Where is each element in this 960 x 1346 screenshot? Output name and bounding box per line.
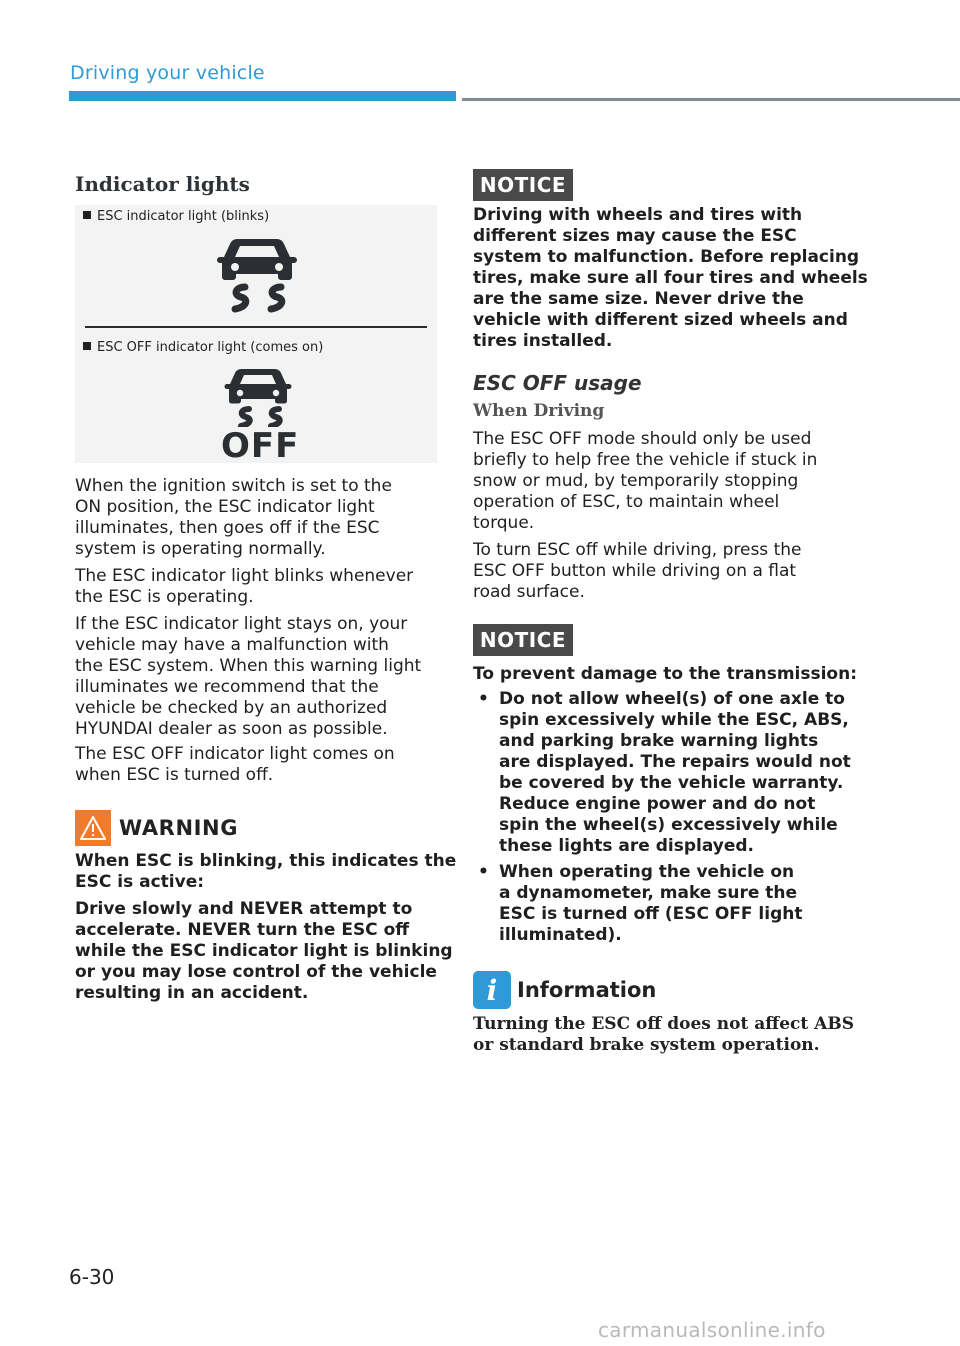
information-title	[473, 970, 656, 1010]
esc-off-usage-heading: ESC OFF usage	[473, 371, 642, 395]
when-driving-heading: When Driving	[473, 401, 605, 421]
page-number: 6-30	[69, 1265, 115, 1289]
information-icon: i	[473, 971, 511, 1009]
indicator-divider	[85, 326, 427, 328]
section-header-title: Driving your vehicle	[70, 62, 265, 84]
warning-paragraph: Drive slowly and NEVER attempt to accelerate. NEVER turn the ESC off while the ESC indicator light is blinking or you may lose control of the vehicle resulting in an accident.	[75, 899, 453, 1003]
footer-watermark: carmanualsonline.info	[598, 1318, 826, 1342]
esc-off-icon-text: OFF	[221, 426, 300, 466]
left-paragraph: When the ignition switch is set to the ON position, the ESC indicator light illuminates, then goes off if the ESC system is operating normally.	[75, 476, 392, 559]
warning-label: WARNING	[119, 816, 239, 840]
left-paragraph: The ESC indicator light blinks whenever the ESC is operating.	[75, 566, 414, 607]
esc-indicator-icon	[215, 235, 299, 315]
indicator-lights-figure	[75, 205, 437, 466]
esc-off-indicator-caption: ESC OFF indicator light (comes on)	[83, 340, 323, 355]
right-paragraph: To turn ESC off while driving, press the ESC OFF button while driving on a flat road surface.	[473, 540, 802, 602]
notice-badge: NOTICE	[473, 624, 573, 656]
indicator-lights-heading: Indicator lights	[75, 172, 250, 196]
notice-paragraph: Driving with wheels and tires with different sizes may cause the ESC system to malfunction. Before replacing tires, make sure all four tires and wheels are the same size. Never drive the vehicle with different sized wheels and tires installed.	[473, 205, 868, 351]
warning-title	[75, 808, 238, 848]
warning-triangle-icon	[75, 810, 111, 846]
esc-off-indicator-icon	[223, 367, 295, 427]
left-paragraph: The ESC OFF indicator light comes on when ESC is turned off.	[75, 744, 395, 785]
left-paragraph: If the ESC indicator light stays on, your vehicle may have a malfunction with the ESC system. When this warning light illuminates we recommend that the vehicle be checked by an authorized HYUNDAI dealer as soon as possible.	[75, 614, 422, 739]
header-accent-bar	[69, 91, 456, 101]
notice-intro: To prevent damage to the transmission:	[473, 664, 858, 684]
right-paragraph: The ESC OFF mode should only be used briefly to help free the vehicle if stuck in snow or mud, by temporarily stopping operation of ESC, to maintain wheel torque.	[473, 429, 818, 533]
esc-indicator-caption: ESC indicator light (blinks)	[83, 209, 269, 224]
information-text: Turning the ESC off does not affect ABS or standard brake system operation.	[473, 1014, 854, 1055]
header-rule	[462, 98, 960, 101]
notice-badge: NOTICE	[473, 169, 573, 201]
warning-paragraph: When ESC is blinking, this indicates the ESC is active:	[75, 851, 457, 892]
information-label: Information	[517, 978, 657, 1002]
